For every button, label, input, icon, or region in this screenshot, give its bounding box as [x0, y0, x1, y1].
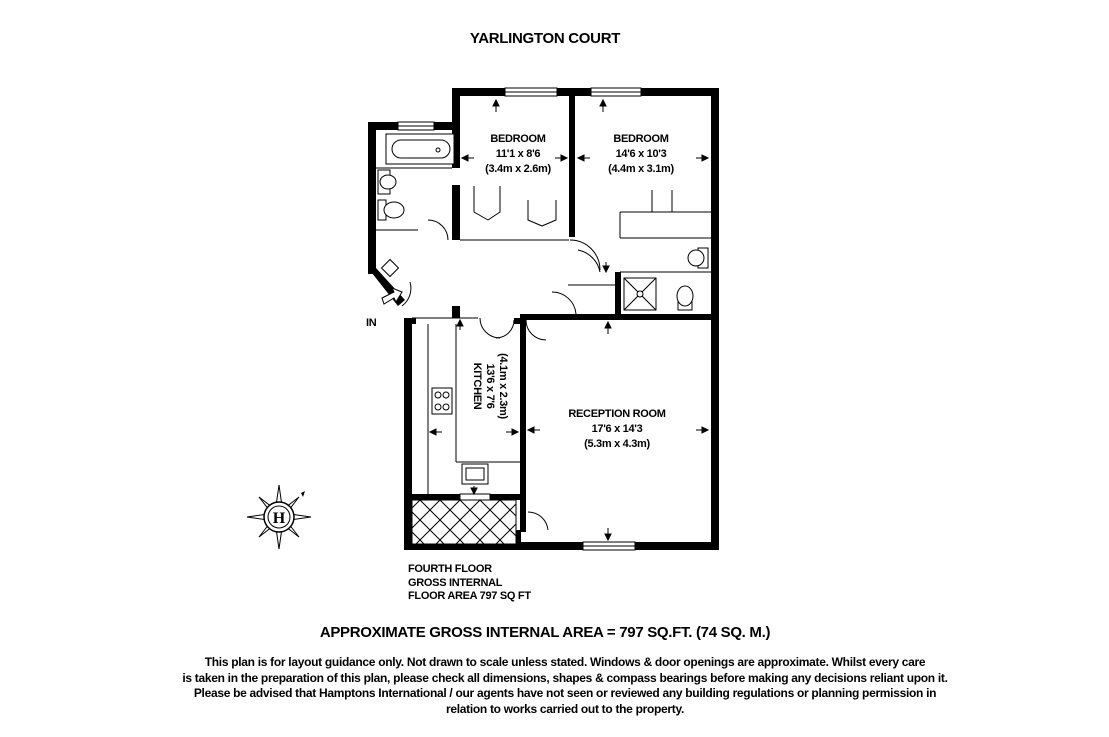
compass-icon — [247, 485, 311, 549]
svg-text:BEDROOM: BEDROOM — [490, 133, 546, 145]
svg-text:11'1 x 8'6: 11'1 x 8'6 — [495, 148, 541, 160]
svg-text:17'6 x 14'3: 17'6 x 14'3 — [591, 423, 643, 435]
compass-letter: H — [272, 510, 286, 527]
ensuite-fixtures — [624, 248, 708, 310]
svg-text:KITCHEN: KITCHEN — [471, 362, 483, 410]
svg-text:14'6 x 10'3: 14'6 x 10'3 — [615, 148, 667, 160]
disclaimer-line: relation to works carried out to the property. — [445, 701, 684, 716]
balcony — [412, 500, 516, 544]
entrance-arrow — [366, 288, 402, 329]
svg-text:(4.1m x 2.3m): (4.1m x 2.3m) — [497, 353, 509, 419]
floor-info — [408, 563, 531, 604]
disclaimer — [110, 655, 1020, 717]
floor-info-line: GROSS INTERNAL — [408, 576, 503, 589]
entrance-label: IN — [366, 317, 377, 329]
svg-text:(4.4m x 3.1m): (4.4m x 3.1m) — [608, 163, 674, 175]
disclaimer-line: is taken in the preparation of this plan, please check all dimensions, shapes & compass bearings before making any decisions reliant upon it. — [182, 670, 948, 685]
svg-text:BEDROOM: BEDROOM — [613, 133, 669, 145]
svg-text:(3.4m x 2.6m): (3.4m x 2.6m) — [485, 163, 551, 175]
svg-text:13'6 x 7'6: 13'6 x 7'6 — [484, 363, 496, 409]
room-label-bedroom-1 — [485, 133, 551, 175]
svg-text:(5.3m x 4.3m): (5.3m x 4.3m) — [584, 438, 650, 450]
disclaimer-line: Please be advised that Hamptons International / our agents have not seen or reviewed any building regulations or planning permission in — [193, 686, 937, 700]
floor-info-line: FOURTH FLOOR — [408, 563, 492, 575]
room-label-bedroom-2 — [608, 133, 674, 175]
bathroom-fixtures — [378, 134, 454, 276]
svg-text:RECEPTION ROOM: RECEPTION ROOM — [568, 408, 666, 420]
room-label-kitchen — [471, 353, 509, 419]
area-summary: APPROXIMATE GROSS INTERNAL AREA = 797 SQ.FT. (74 SQ. M.) — [319, 624, 771, 641]
plan-title: YARLINGTON COURT — [469, 30, 621, 47]
room-label-reception — [568, 408, 665, 450]
floor-info-line: FLOOR AREA 797 SQ FT — [408, 590, 531, 602]
disclaimer-line: This plan is for layout guidance only. Not drawn to scale unless stated. Windows & door openings are approximate. Whilst every care — [204, 655, 926, 669]
